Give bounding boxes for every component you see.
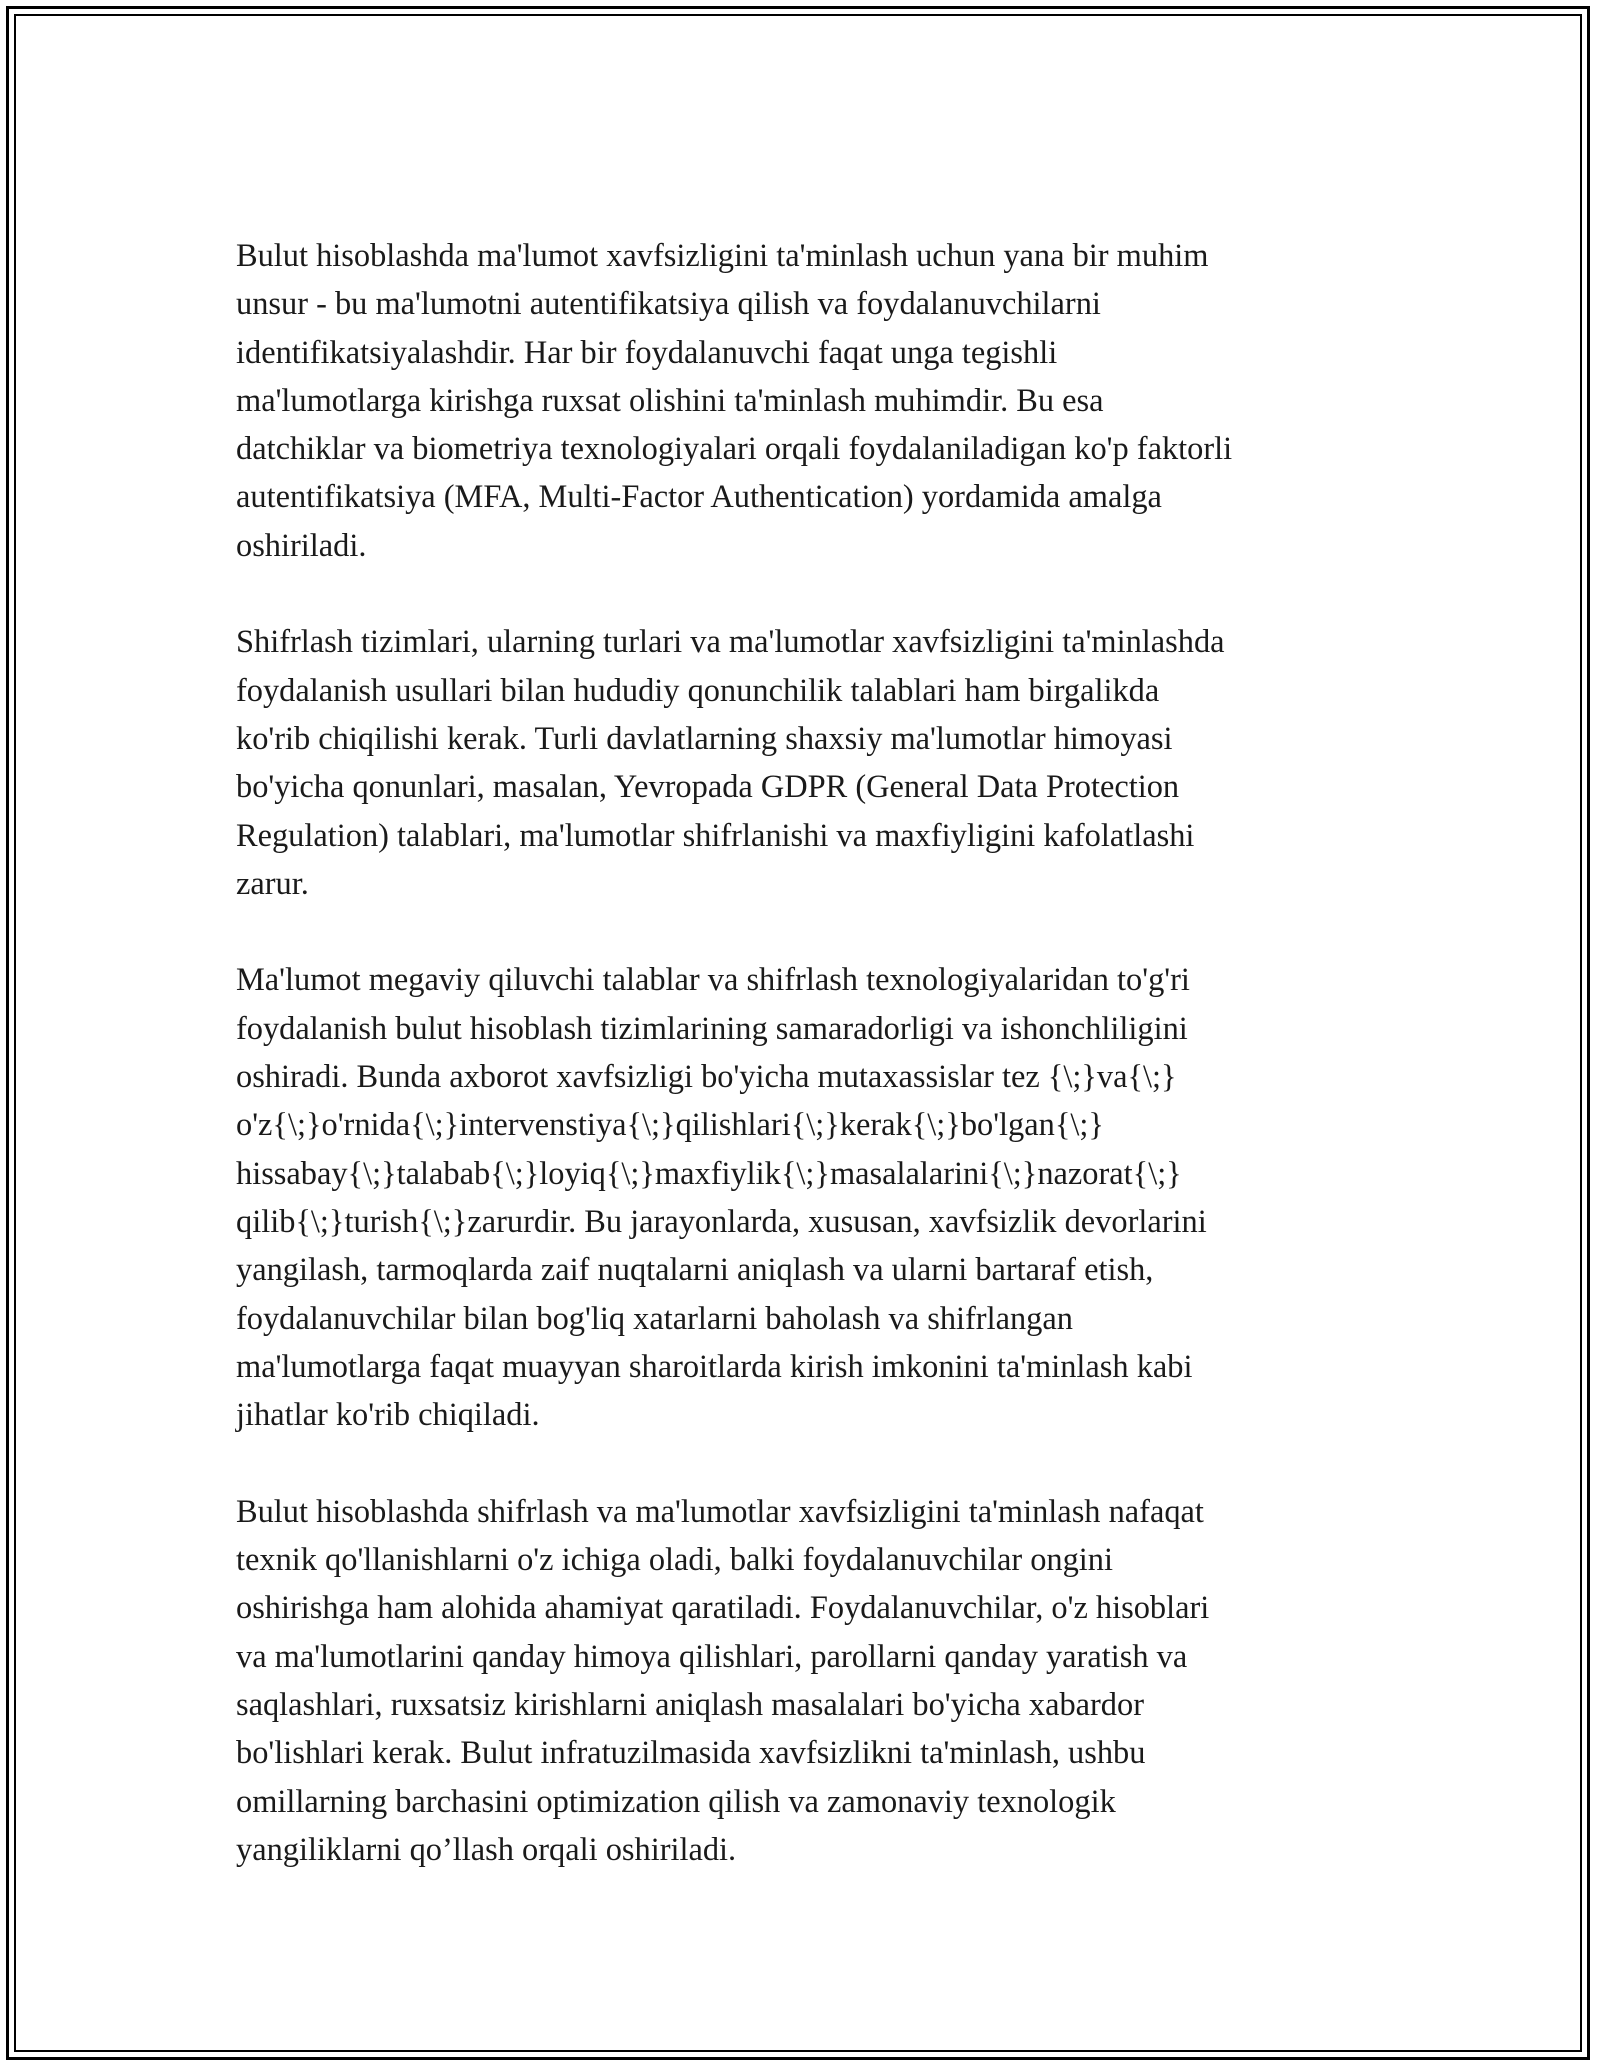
document-body	[236, 232, 1381, 1874]
paragraph-encryption-legislation: Shifrlash tizimlari, ularning turlari va ma'lumotlar xavfsizligini ta'minlashda foydalanish usullari bilan hududiy qonunchilik talablari ham birgalikda ko'rib chiqilishi kerak. Turli davlatlarning shaxsiy ma'lumotlar himoyasi bo'yicha qonunlari, masalan, Yevropada GDPR (General Data Protection Regulation) talablari, ma'lumotlar shifrlanishi va maxfiyligini kafolatlashi zarur.	[236, 624, 1225, 902]
paragraph-authentication: Bulut hisoblashda ma'lumot xavfsizligini ta'minlash uchun yana bir muhim unsur - bu ma'lumotni autentifikatsiya qilish va foydalanuvchilarni identifikatsiyalashdir. Har bir foydalanuvchi faqat unga tegishli ma'lumotlarga kirishga ruxsat olishini ta'minlash muhimdir. Bu esa datchiklar va biometriya texnologiyalari orqali foydalaniladigan ko'p faktorli autentifikatsiya (MFA, Multi-Factor Authentication) yordamida amalga oshiriladi.	[236, 238, 1233, 564]
paragraph-security-specialists: Ma'lumot megaviy qiluvchi talablar va shifrlash texnologiyalaridan to'g'ri foydalanish bulut hisoblash tizimlarining samaradorligi va ishonchliligini oshiradi. Bunda axborot xavfsizligi bo'yicha mutaxassislar tez {\;}va{\;} o'z{\;}o'rnida{\;}intervenstiya{\;}qilishlari{\;}kerak{\;}bo'lgan{\;} hissabay{\;}talabab{\;}loyiq{\;}maxfiylik{\;}masalalarini{\;}nazorat{\;} qilib{\;}turish{\;}zarurdir. Bu jarayonlarda, xususan, xavfsizlik devorlarini yangilash, tarmoqlarda zaif nuqtalarni aniqlash va ularni bartaraf etish, foydalanuvchilar bilan bog'liq xatarlarni baholash va shifrlangan ma'lumotlarga faqat muayyan sharoitlarda kirish imkonini ta'minlash kabi jihatlar ko'rib chiqiladi.	[236, 962, 1207, 1434]
paragraph-user-awareness: Bulut hisoblashda shifrlash va ma'lumotlar xavfsizligini ta'minlash nafaqat texnik qo'llanishlarni o'z ichiga oladi, balki foydalanuvchilar ongini oshirishga ham alohida ahamiyat qaratiladi. Foydalanuvchilar, o'z hisoblari va ma'lumotlarini qanday himoya qilishlari, parollarni qanday yaratish va saqlashlari, ruxsatsiz kirishlarni aniqlash masalalari bo'yicha xabardor bo'lishlari kerak. Bulut infratuzilmasida xavfsizlikni ta'minlash, ushbu omillarning barchasini optimization qilish va zamonaviy texnologik yangiliklarni qo’llash orqali oshiriladi.	[236, 1493, 1210, 1868]
